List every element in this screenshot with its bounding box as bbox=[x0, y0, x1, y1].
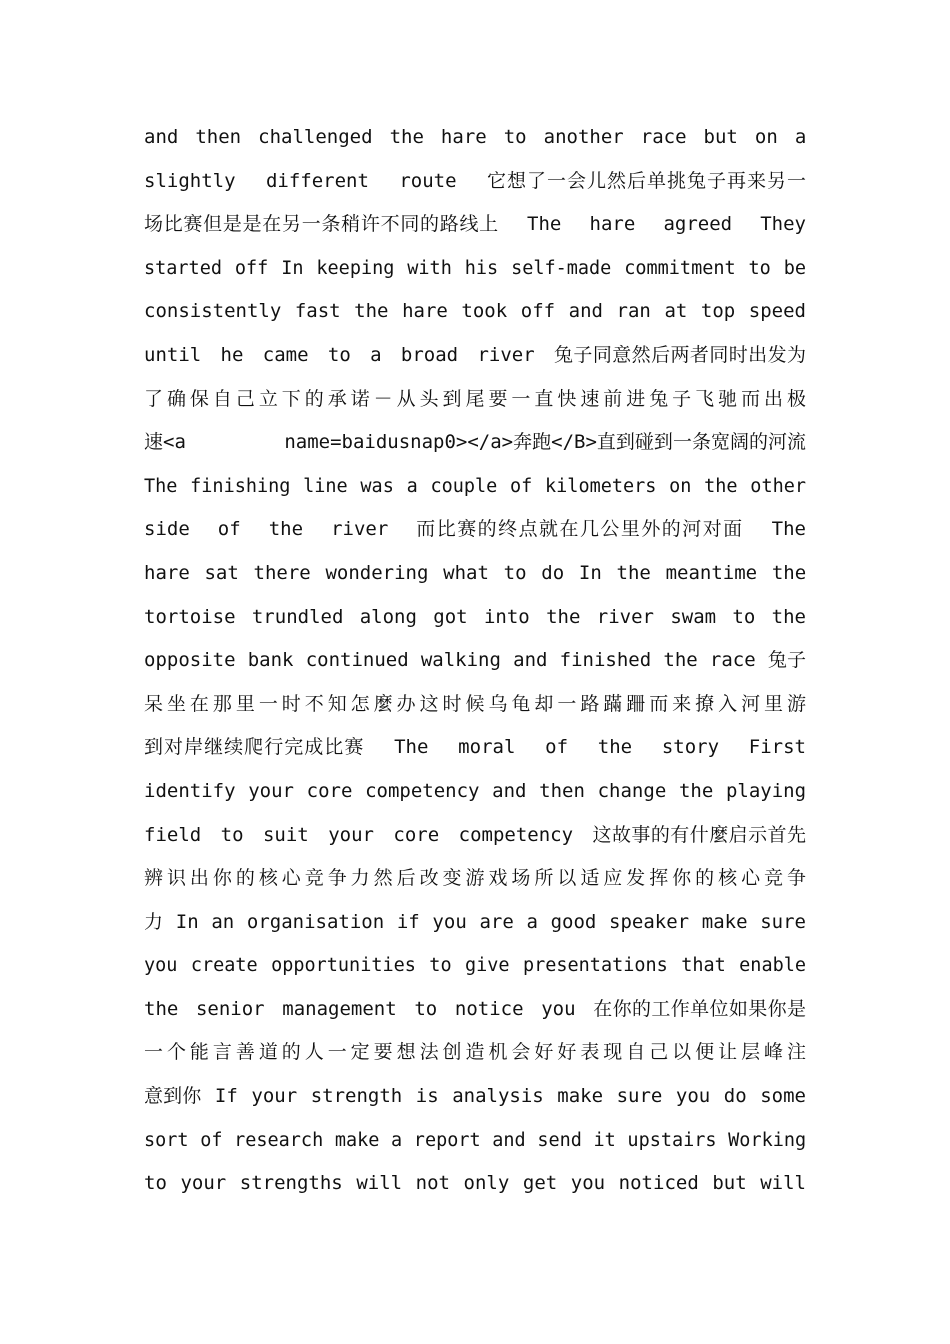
text-line: the senior management to notice you 在你的工作单位如果你是 bbox=[144, 997, 806, 1020]
text-line: 速<a name=baidusnap0></a>奔跑</B>直到碰到一条宽阔的河流 bbox=[144, 431, 806, 454]
text-line: and then challenged the hare to another race but on a bbox=[144, 126, 807, 148]
body-text bbox=[144, 116, 810, 1206]
text-line: 呆坐在那里一时不知怎麼办这时候乌龟却一路蹣跚而来撩入河里游 bbox=[144, 692, 810, 715]
text-line: field to suit your core competency 这故事的有什麼启示首先 bbox=[144, 823, 806, 846]
text-line: you create opportunities to give presentations that enable bbox=[144, 955, 807, 977]
text-line: 辨识出你的核心竞争力然后改变游戏场所以适应发挥你的核心竞争 bbox=[144, 867, 810, 890]
text-line: until he came to a broad river 兔子同意然后两者同时出发为 bbox=[144, 343, 806, 366]
text-line: side of the river 而比赛的终点就在几公里外的河对面 The bbox=[144, 518, 806, 541]
text-line: to your strengths will not only get you noticed but will bbox=[144, 1172, 806, 1195]
text-line: 一个能言善道的人一定要想法创造机会好好表现自己以便让层峰注 bbox=[144, 1041, 810, 1064]
text-line: identify your core competency and then change the playing bbox=[144, 779, 807, 802]
text-line: 场比赛但是是在另一条稍许不同的路线上 The hare agreed They bbox=[144, 213, 806, 236]
text-line: hare sat there wondering what to do In the meantime the bbox=[144, 561, 807, 584]
text-line: opposite bank continued walking and finished the race 兔子 bbox=[144, 649, 806, 672]
text-line: sort of research make a report and send it upstairs Working bbox=[144, 1129, 807, 1151]
text-line: 到对岸继续爬行完成比赛 The moral of the story First bbox=[144, 736, 806, 759]
text-line: started off In keeping with his self-made commitment to be bbox=[144, 257, 807, 279]
text-line: consistently fast the hare took off and ran at top speed bbox=[144, 300, 806, 323]
text-line: The finishing line was a couple of kilometers on the other bbox=[144, 475, 807, 497]
text-line: 了确保自己立下的承诺－从头到尾要一直快速前进兔子飞驰而出极 bbox=[144, 387, 810, 410]
text-line: 意到你 If your strength is analysis make sure you do some bbox=[144, 1085, 806, 1108]
text-line: tortoise trundled along got into the river swam to the bbox=[144, 605, 806, 628]
text-line: slightly different route 它想了一会儿然后单挑兔子再来另一 bbox=[144, 169, 806, 192]
text-line: 力 In an organisation if you are a good speaker make sure bbox=[144, 910, 806, 933]
